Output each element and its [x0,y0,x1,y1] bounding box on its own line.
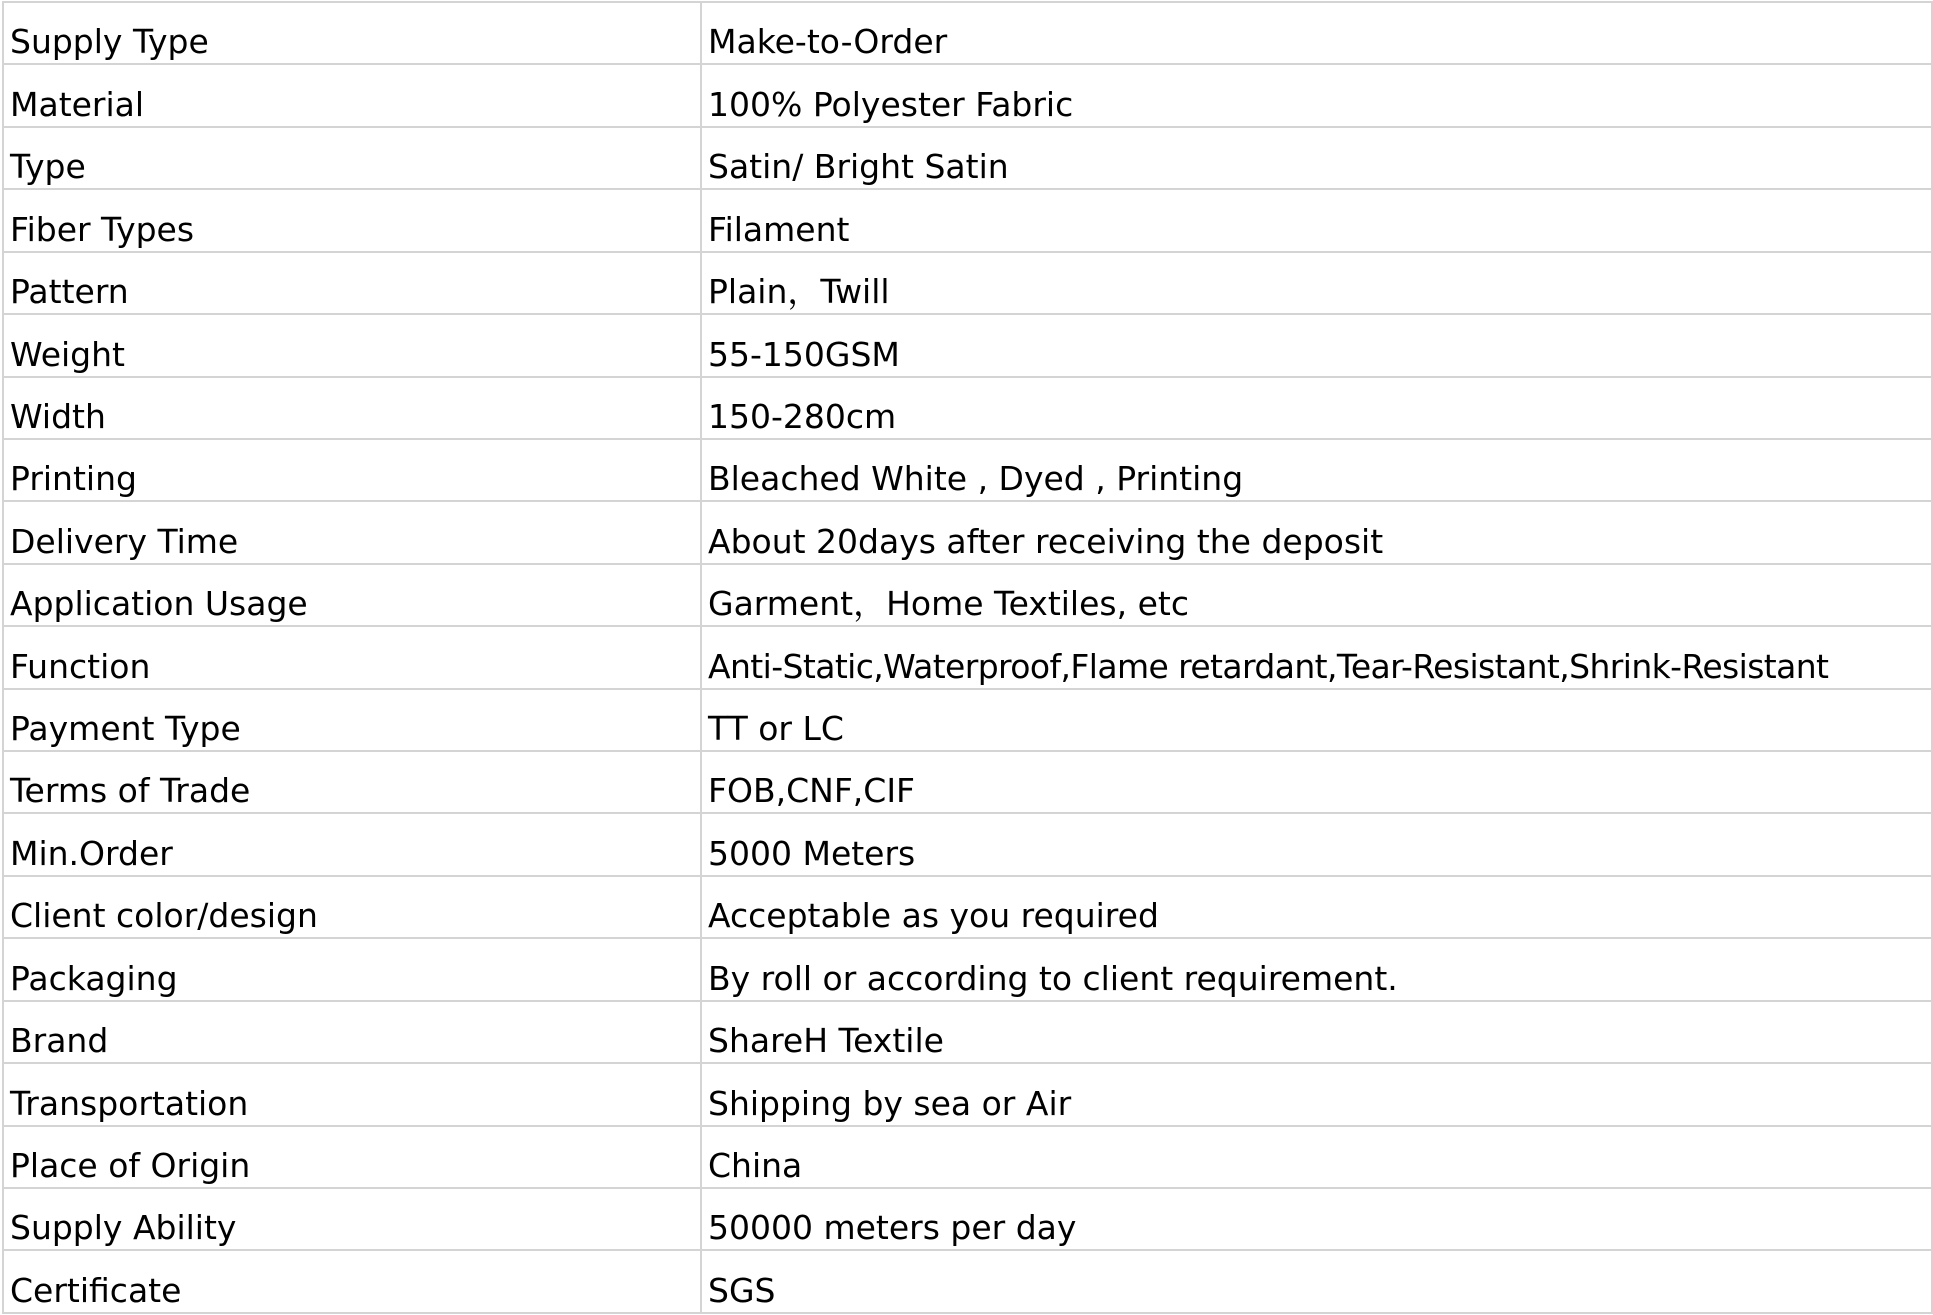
spec-value: SGS [708,1271,776,1310]
spec-label-cell [3,252,701,314]
spec-label: Printing [10,459,137,499]
spec-value: China [708,1146,803,1186]
table-row [3,938,1932,1000]
spec-label-cell [3,751,701,813]
spec-label-cell [3,189,701,251]
spec-value-cell [701,501,1932,563]
spec-value: Bleached White , Dyed , Printing [708,459,1244,499]
table-row [3,1188,1932,1250]
spec-label: Place of Origin [10,1146,251,1186]
table-row [3,1126,1932,1188]
spec-value: By roll or according to client requirement. [708,958,1398,998]
table-row [3,689,1932,751]
spec-label-cell [3,64,701,126]
spec-label-cell [3,314,701,376]
table-row [3,626,1932,688]
spec-value-cell [701,1001,1932,1063]
spec-label-cell [3,377,701,439]
spec-label-cell [3,127,701,189]
spec-value-cell [701,127,1932,189]
spec-label: Application Usage [10,584,308,624]
spec-label: Supply Type [10,22,209,62]
spec-value: 5000 Meters [708,833,916,873]
spec-value: FOB,CNF,CIF [708,771,916,811]
spec-value: Garment，Home Textiles, etc [708,584,1189,624]
spec-label-cell [3,1126,701,1188]
spec-value-cell [701,189,1932,251]
spec-value-cell [701,1063,1932,1125]
spec-label-cell [3,1001,701,1063]
spec-label-cell [3,689,701,751]
spec-value-cell [701,252,1932,314]
spec-value: Plain，Twill [708,272,890,312]
spec-value-cell [701,813,1932,875]
table-row [3,876,1932,938]
spec-label: Delivery Time [10,521,239,561]
spec-label: Weight [10,334,125,374]
table-row [3,564,1932,626]
spec-label: Terms of Trade [10,771,251,811]
spec-value-cell [701,377,1932,439]
table-row [3,252,1932,314]
spec-label: Packaging [10,958,178,998]
spec-label-cell [3,439,701,501]
spec-value-cell [701,751,1932,813]
spec-label: Material [10,84,145,124]
spec-value-cell [701,1250,1932,1313]
spec-label-cell [3,876,701,938]
spec-label: Fiber Types [10,209,195,249]
table-row [3,751,1932,813]
spec-value: Satin/ Bright Satin [708,147,1009,187]
spec-value-cell [701,938,1932,1000]
spec-label: Transportation [10,1083,249,1123]
table-row [3,1001,1932,1063]
spec-value: 100% Polyester Fabric [708,84,1074,124]
spec-value-cell [701,2,1932,64]
spec-label: Pattern [10,272,129,312]
spec-value-cell [701,439,1932,501]
spec-label: Brand [10,1021,109,1061]
spec-value: Acceptable as you required [708,896,1159,936]
spec-value: TT or LC [708,709,844,749]
spec-value-cell [701,314,1932,376]
spec-value: 55-150GSM [708,334,900,374]
spec-value: Anti-Static,Waterproof,Flame retardant,Tear-Resistant,Shrink-Resistant [708,646,1829,686]
spec-value: 50000 meters per day [708,1208,1077,1248]
spec-label: Function [10,646,151,686]
table-row [3,189,1932,251]
spec-value: 150-280cm [708,396,897,436]
table-row [3,377,1932,439]
spec-label: Client color/design [10,896,318,936]
table-row [3,1250,1932,1313]
spec-label-cell [3,1188,701,1250]
spec-label-cell [3,813,701,875]
spec-value-cell [701,564,1932,626]
spec-value: Filament [708,209,850,249]
table-row [3,439,1932,501]
table-row [3,64,1932,126]
spec-label: Supply Ability [10,1208,237,1248]
spec-label-cell [3,1250,701,1313]
spec-value: About 20days after receiving the deposit [708,521,1384,561]
spec-label: Width [10,396,106,436]
specification-table-body [3,2,1932,1313]
spec-label-cell [3,564,701,626]
spec-value-cell [701,689,1932,751]
table-row [3,501,1932,563]
spec-label-cell [3,501,701,563]
spec-value-cell [701,1126,1932,1188]
spec-label-cell [3,626,701,688]
spec-label: Min.Order [10,833,173,873]
spec-value: Shipping by sea or Air [708,1083,1072,1123]
table-row [3,2,1932,64]
spec-label: Payment Type [10,709,241,749]
spec-label-cell [3,938,701,1000]
spec-label-cell [3,2,701,64]
spec-label: Type [10,147,86,187]
spec-value-cell [701,1188,1932,1250]
table-row [3,314,1932,376]
spec-label-cell [3,1063,701,1125]
spec-value-cell [701,64,1932,126]
spec-value: Make-to-Order [708,22,948,62]
spec-label: Certificate [10,1271,182,1310]
table-row [3,127,1932,189]
table-row [3,1063,1932,1125]
specification-table [2,1,1933,1314]
spec-value-cell [701,876,1932,938]
table-row [3,813,1932,875]
spec-value-cell [701,626,1932,688]
spec-value: ShareH Textile [708,1021,944,1061]
